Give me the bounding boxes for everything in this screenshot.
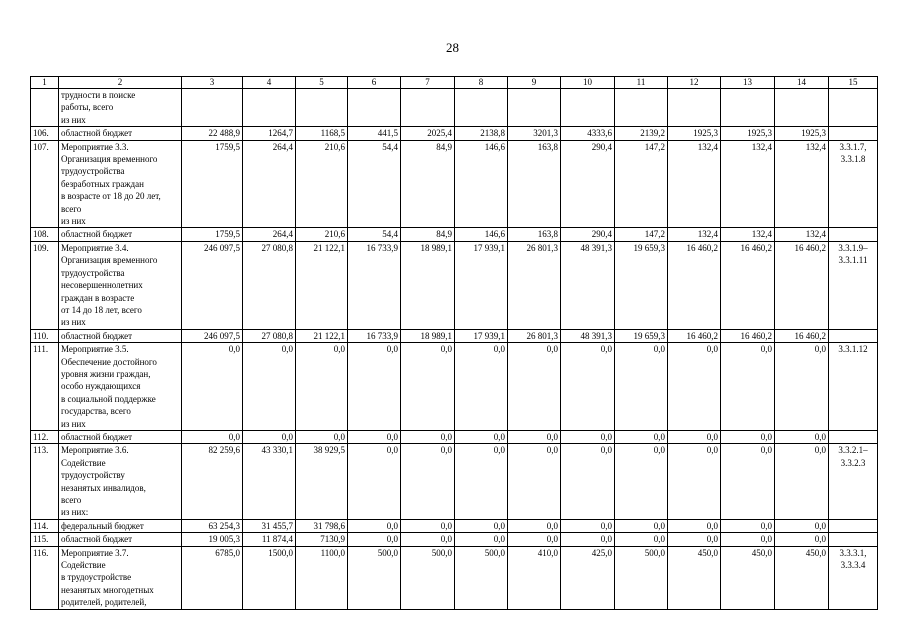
table-row	[31, 519, 878, 532]
value-cell: 147,2	[615, 140, 668, 228]
value-cell: 0,0	[401, 533, 455, 546]
row-label: Мероприятие 3.4. Организация временного трудоустройства несовершеннолетних граждан в возрасте от 14 до 18 лет, всего из них	[59, 241, 182, 329]
value-cell: 1168,5	[296, 127, 348, 140]
table-row	[31, 89, 878, 127]
value-cell: 27 080,8	[243, 329, 296, 342]
value-cell: 0,0	[721, 519, 775, 532]
reference-cell	[829, 228, 878, 241]
row-label: областной бюджет	[59, 228, 182, 241]
value-cell	[348, 89, 401, 127]
row-number	[31, 89, 59, 127]
value-cell: 1264,7	[243, 127, 296, 140]
reference-cell	[829, 127, 878, 140]
value-cell	[775, 89, 829, 127]
column-number: 7	[401, 77, 455, 89]
value-cell: 31 798,6	[296, 519, 348, 532]
value-cell: 0,0	[721, 533, 775, 546]
table-row	[31, 127, 878, 140]
reference-cell: 3.3.1.9– 3.3.1.11	[829, 241, 878, 329]
column-number: 5	[296, 77, 348, 89]
value-cell: 0,0	[615, 444, 668, 519]
value-cell: 264,4	[243, 140, 296, 228]
value-cell: 0,0	[561, 444, 615, 519]
row-number: 106.	[31, 127, 59, 140]
value-cell: 0,0	[775, 533, 829, 546]
reference-cell: 3.3.2.1– 3.3.2.3	[829, 444, 878, 519]
column-number: 9	[508, 77, 561, 89]
value-cell: 54,4	[348, 140, 401, 228]
column-number: 11	[615, 77, 668, 89]
row-label: Мероприятие 3.5. Обеспечение достойного уровня жизни граждан, особо нуждающихся в социальной поддержке государства, всего из них	[59, 343, 182, 431]
value-cell: 7130,9	[296, 533, 348, 546]
value-cell: 210,6	[296, 140, 348, 228]
value-cell: 26 801,3	[508, 241, 561, 329]
value-cell: 0,0	[296, 430, 348, 443]
row-label: Мероприятие 3.7. Содействие в трудоустройстве незанятых многодетных родителей, родителей,	[59, 546, 182, 609]
value-cell: 132,4	[668, 228, 721, 241]
value-cell: 0,0	[775, 519, 829, 532]
reference-cell: 3.3.1.12	[829, 343, 878, 431]
value-cell: 500,0	[401, 546, 455, 609]
value-cell: 82 259,6	[182, 444, 243, 519]
value-cell: 290,4	[561, 140, 615, 228]
value-cell: 290,4	[561, 228, 615, 241]
value-cell: 2025,4	[401, 127, 455, 140]
value-cell: 0,0	[508, 533, 561, 546]
table-row	[31, 343, 878, 431]
value-cell: 1759,5	[182, 228, 243, 241]
value-cell: 48 391,3	[561, 329, 615, 342]
value-cell: 0,0	[561, 430, 615, 443]
value-cell	[561, 89, 615, 127]
row-number: 114.	[31, 519, 59, 532]
column-number: 14	[775, 77, 829, 89]
reference-cell	[829, 430, 878, 443]
value-cell: 0,0	[348, 519, 401, 532]
value-cell: 246 097,5	[182, 241, 243, 329]
row-number: 113.	[31, 444, 59, 519]
value-cell: 21 122,1	[296, 241, 348, 329]
table-row	[31, 533, 878, 546]
value-cell: 0,0	[668, 519, 721, 532]
column-number: 6	[348, 77, 401, 89]
value-cell	[508, 89, 561, 127]
reference-cell	[829, 519, 878, 532]
row-number: 112.	[31, 430, 59, 443]
column-number: 3	[182, 77, 243, 89]
value-cell: 0,0	[455, 519, 508, 532]
value-cell: 132,4	[775, 228, 829, 241]
row-number: 108.	[31, 228, 59, 241]
value-cell: 246 097,5	[182, 329, 243, 342]
value-cell: 6785,0	[182, 546, 243, 609]
reference-cell	[829, 89, 878, 127]
value-cell: 18 989,1	[401, 329, 455, 342]
value-cell: 0,0	[668, 444, 721, 519]
value-cell: 0,0	[561, 343, 615, 431]
value-cell: 0,0	[508, 444, 561, 519]
value-cell: 1500,0	[243, 546, 296, 609]
value-cell: 21 122,1	[296, 329, 348, 342]
value-cell: 0,0	[455, 533, 508, 546]
value-cell: 84,9	[401, 228, 455, 241]
value-cell: 31 455,7	[243, 519, 296, 532]
value-cell: 264,4	[243, 228, 296, 241]
value-cell: 43 330,1	[243, 444, 296, 519]
value-cell: 0,0	[348, 444, 401, 519]
value-cell: 450,0	[668, 546, 721, 609]
value-cell: 16 460,2	[721, 241, 775, 329]
value-cell: 441,5	[348, 127, 401, 140]
value-cell	[182, 89, 243, 127]
value-cell	[296, 89, 348, 127]
row-number: 111.	[31, 343, 59, 431]
value-cell: 54,4	[348, 228, 401, 241]
value-cell: 163,8	[508, 140, 561, 228]
value-cell: 0,0	[455, 444, 508, 519]
value-cell: 16 733,9	[348, 329, 401, 342]
row-label: Мероприятие 3.6. Содействие трудоустройству незанятых инвалидов, всего из них:	[59, 444, 182, 519]
value-cell: 1100,0	[296, 546, 348, 609]
value-cell: 500,0	[455, 546, 508, 609]
value-cell: 19 659,3	[615, 241, 668, 329]
value-cell: 0,0	[668, 430, 721, 443]
value-cell: 0,0	[455, 343, 508, 431]
row-number: 115.	[31, 533, 59, 546]
column-number: 1	[31, 77, 59, 89]
value-cell: 0,0	[182, 430, 243, 443]
page-number: 28	[446, 40, 459, 55]
row-label: областной бюджет	[59, 127, 182, 140]
value-cell: 0,0	[561, 533, 615, 546]
budget-table	[30, 76, 878, 610]
value-cell: 17 939,1	[455, 329, 508, 342]
value-cell: 0,0	[401, 444, 455, 519]
value-cell: 0,0	[243, 430, 296, 443]
value-cell: 0,0	[348, 343, 401, 431]
table-row	[31, 329, 878, 342]
value-cell: 4333,6	[561, 127, 615, 140]
value-cell: 0,0	[561, 519, 615, 532]
value-cell: 16 460,2	[775, 241, 829, 329]
value-cell: 19 659,3	[615, 329, 668, 342]
value-cell: 0,0	[668, 533, 721, 546]
value-cell: 0,0	[615, 519, 668, 532]
value-cell: 1925,3	[668, 127, 721, 140]
value-cell: 146,6	[455, 228, 508, 241]
value-cell: 0,0	[721, 444, 775, 519]
value-cell: 0,0	[668, 343, 721, 431]
value-cell: 132,4	[775, 140, 829, 228]
table-row	[31, 140, 878, 228]
value-cell: 17 939,1	[455, 241, 508, 329]
table-row	[31, 241, 878, 329]
value-cell: 0,0	[348, 430, 401, 443]
value-cell: 19 005,3	[182, 533, 243, 546]
row-number: 107.	[31, 140, 59, 228]
value-cell	[243, 89, 296, 127]
reference-cell: 3.3.1.7, 3.3.1.8	[829, 140, 878, 228]
row-label: областной бюджет	[59, 430, 182, 443]
row-number: 110.	[31, 329, 59, 342]
value-cell: 410,0	[508, 546, 561, 609]
value-cell: 1925,3	[775, 127, 829, 140]
value-cell: 500,0	[615, 546, 668, 609]
value-cell: 0,0	[508, 519, 561, 532]
value-cell: 500,0	[348, 546, 401, 609]
column-number: 2	[59, 77, 182, 89]
column-number: 15	[829, 77, 878, 89]
row-number: 109.	[31, 241, 59, 329]
value-cell: 26 801,3	[508, 329, 561, 342]
value-cell: 210,6	[296, 228, 348, 241]
value-cell: 0,0	[401, 343, 455, 431]
value-cell: 132,4	[721, 228, 775, 241]
value-cell: 0,0	[508, 430, 561, 443]
value-cell: 0,0	[243, 343, 296, 431]
value-cell: 0,0	[401, 519, 455, 532]
value-cell	[721, 89, 775, 127]
row-label: областной бюджет	[59, 533, 182, 546]
row-number: 116.	[31, 546, 59, 609]
column-number: 8	[455, 77, 508, 89]
table-row	[31, 444, 878, 519]
value-cell: 63 254,3	[182, 519, 243, 532]
column-number: 12	[668, 77, 721, 89]
value-cell: 0,0	[721, 343, 775, 431]
value-cell: 0,0	[775, 444, 829, 519]
value-cell: 2139,2	[615, 127, 668, 140]
value-cell: 16 460,2	[668, 241, 721, 329]
value-cell: 0,0	[296, 343, 348, 431]
value-cell: 16 460,2	[668, 329, 721, 342]
column-number: 4	[243, 77, 296, 89]
value-cell	[455, 89, 508, 127]
value-cell	[615, 89, 668, 127]
row-label: трудности в поиске работы, всего из них	[59, 89, 182, 127]
value-cell: 1925,3	[721, 127, 775, 140]
value-cell: 147,2	[615, 228, 668, 241]
row-label: федеральный бюджет	[59, 519, 182, 532]
value-cell: 450,0	[721, 546, 775, 609]
row-label: Мероприятие 3.3. Организация временного трудоустройства безработных граждан в возрасте от 18 до 20 лет, всего из них	[59, 140, 182, 228]
reference-cell	[829, 329, 878, 342]
value-cell: 27 080,8	[243, 241, 296, 329]
value-cell: 425,0	[561, 546, 615, 609]
value-cell: 16 733,9	[348, 241, 401, 329]
value-cell	[401, 89, 455, 127]
value-cell: 163,8	[508, 228, 561, 241]
value-cell: 132,4	[721, 140, 775, 228]
value-cell: 0,0	[455, 430, 508, 443]
table-row	[31, 228, 878, 241]
table-row	[31, 546, 878, 609]
value-cell: 38 929,5	[296, 444, 348, 519]
value-cell: 0,0	[775, 430, 829, 443]
value-cell: 0,0	[182, 343, 243, 431]
table-row	[31, 430, 878, 443]
row-label: областной бюджет	[59, 329, 182, 342]
value-cell: 0,0	[508, 343, 561, 431]
reference-cell	[829, 533, 878, 546]
value-cell: 16 460,2	[775, 329, 829, 342]
value-cell: 132,4	[668, 140, 721, 228]
value-cell: 0,0	[348, 533, 401, 546]
value-cell: 0,0	[615, 343, 668, 431]
column-number-row	[31, 77, 878, 89]
value-cell: 146,6	[455, 140, 508, 228]
column-number: 10	[561, 77, 615, 89]
value-cell	[668, 89, 721, 127]
value-cell: 18 989,1	[401, 241, 455, 329]
value-cell: 3201,3	[508, 127, 561, 140]
value-cell: 11 874,4	[243, 533, 296, 546]
reference-cell: 3.3.3.1, 3.3.3.4	[829, 546, 878, 609]
value-cell: 2138,8	[455, 127, 508, 140]
value-cell: 450,0	[775, 546, 829, 609]
value-cell: 1759,5	[182, 140, 243, 228]
value-cell: 16 460,2	[721, 329, 775, 342]
value-cell: 0,0	[401, 430, 455, 443]
value-cell: 0,0	[615, 430, 668, 443]
value-cell: 48 391,3	[561, 241, 615, 329]
value-cell: 0,0	[775, 343, 829, 431]
value-cell: 84,9	[401, 140, 455, 228]
column-number: 13	[721, 77, 775, 89]
value-cell: 0,0	[615, 533, 668, 546]
value-cell: 0,0	[721, 430, 775, 443]
value-cell: 22 488,9	[182, 127, 243, 140]
